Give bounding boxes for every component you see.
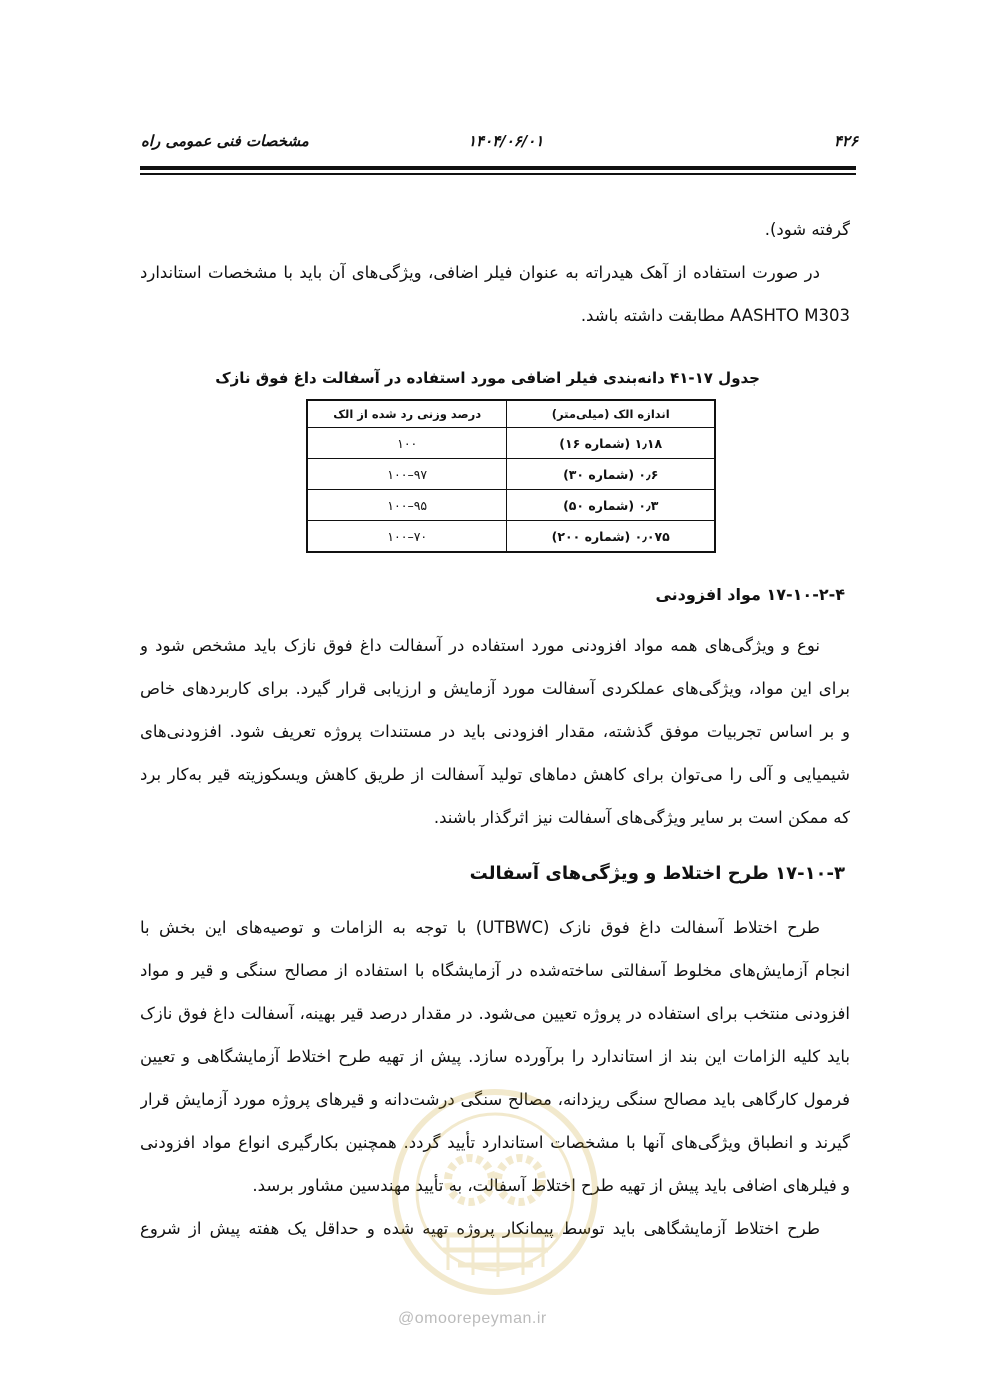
text-line: AASHTO M303 مطابقت داشته باشد. xyxy=(580,306,850,325)
table-row xyxy=(307,459,715,490)
text-line: طرح اختلاط آسفالت داغ فوق نازک (UTBWC) با توجه به الزامات و توصیه‌های این بخش با xyxy=(140,918,820,937)
text-line: انجام آزمایش‌های مخلوط آسفالتی ساخته‌شده در آزمایشگاه با استفاده از مصالح سنگی و قیر و مواد xyxy=(140,961,850,980)
table-row xyxy=(307,490,715,521)
text-line: که ممکن است بر سایر ویژگی‌های آسفالت نیز اثرگذار باشند. xyxy=(433,808,850,827)
header-title: مشخصات فنی عمومی راه xyxy=(141,132,309,150)
section-heading-additives: ۱۷-۱۰-۲-۴ مواد افزودنی xyxy=(655,585,845,604)
column-header-passing-percent: درصد وزنی رد شده از الک xyxy=(307,400,507,428)
watermark-logo xyxy=(388,1085,603,1300)
header-date: ۱۴۰۴/۰۶/۰۱ xyxy=(468,132,544,150)
text-line: و فیلرهای اضافی باید پیش از تهیه طرح اختلاط آسفالت، به تأیید مهندسین مشاور برسد. xyxy=(252,1176,850,1195)
cell-passing-percent: ۷۰–۱۰۰ xyxy=(307,521,507,553)
text-line: گیرند و انطباق ویژگی‌های آنها با مشخصات استاندارد تأیید گردد. همچنین بکارگیری انواع مواد افزودنی xyxy=(140,1133,850,1152)
cell-passing-percent: ۱۰۰ xyxy=(307,428,507,459)
column-header-sieve-size: اندازه الک (میلی‌متر) xyxy=(507,400,715,428)
intro-paragraph xyxy=(140,208,850,337)
text-line: فرمول کارگاهی باید مصالح سنگی ریزدانه، مصالح سنگی درشت‌دانه و قیرهای پروژه مورد آزمایش قرار xyxy=(140,1090,850,1109)
header-rule-thin xyxy=(140,173,856,175)
cell-sieve-size: ۰٫۳ (شماره ۵۰) xyxy=(507,490,715,521)
table-row xyxy=(307,428,715,459)
text-line: طرح اختلاط آزمایشگاهی باید توسط پیمانکار پروژه تهیه شده و حداقل یک هفته پیش از شروع xyxy=(140,1219,820,1238)
cell-passing-percent: ۹۵–۱۰۰ xyxy=(307,490,507,521)
text-line: شیمیایی و آلی را می‌توان برای کاهش دماهای تولید آسفالت از طریق کاهش ویسکوزیته قیر به‌کار برد xyxy=(140,765,850,784)
gradation-table xyxy=(306,399,716,553)
cell-sieve-size: ۰٫۰۷۵ (شماره ۲۰۰) xyxy=(507,521,715,553)
text-line: باید کلیه الزامات این بند از استاندارد را برآورده سازد. پیش از تهیه طرح اختلاط آزمایشگاهی و تعیین xyxy=(140,1047,850,1066)
text-line: در صورت استفاده از آهک هیدراته به عنوان فیلر اضافی، ویژگی‌های آن باید با مشخصات استاندارد xyxy=(140,263,820,282)
header-rule-thick xyxy=(140,166,856,170)
page-number: ۴۲۶ xyxy=(833,132,858,150)
text-line: افزودنی منتخب برای استفاده در پروژه تعیین می‌شود. در مقدار درصد قیر بهینه، آسفالت داغ فوق نازک xyxy=(140,1004,850,1023)
table-caption: جدول ۱۷-۴۱ دانه‌بندی فیلر اضافی مورد استفاده در آسفالت داغ فوق نازک xyxy=(215,369,760,387)
text-line: و بر اساس تجربیات موفق گذشته، مقدار افزودنی باید در مستندات پروژه تعریف شود. افزودنی‌های xyxy=(140,722,850,741)
text-line: برای این مواد، ویژگی‌های عملکردی آسفالت مورد آزمایش و ارزیابی قرار گیرد. برای کاربردهای خاص xyxy=(140,679,850,698)
cell-sieve-size: ۱٫۱۸ (شماره ۱۶) xyxy=(507,428,715,459)
text-line: نوع و ویژگی‌های همه مواد افزودنی مورد استفاده در آسفالت داغ فوق نازک باید مشخص شود و xyxy=(140,636,820,655)
watermark-site: @omoorepeyman.ir xyxy=(398,1310,547,1327)
text-line: گرفته شود). xyxy=(764,220,850,239)
section-heading-mix-design: ۱۷-۱۰-۳ طرح اختلاط و ویژگی‌های آسفالت xyxy=(469,863,845,884)
cell-passing-percent: ۹۷–۱۰۰ xyxy=(307,459,507,490)
cell-sieve-size: ۰٫۶ (شماره ۳۰) xyxy=(507,459,715,490)
table-row xyxy=(307,521,715,553)
table-header-row xyxy=(307,400,715,428)
additives-paragraph xyxy=(140,624,850,839)
